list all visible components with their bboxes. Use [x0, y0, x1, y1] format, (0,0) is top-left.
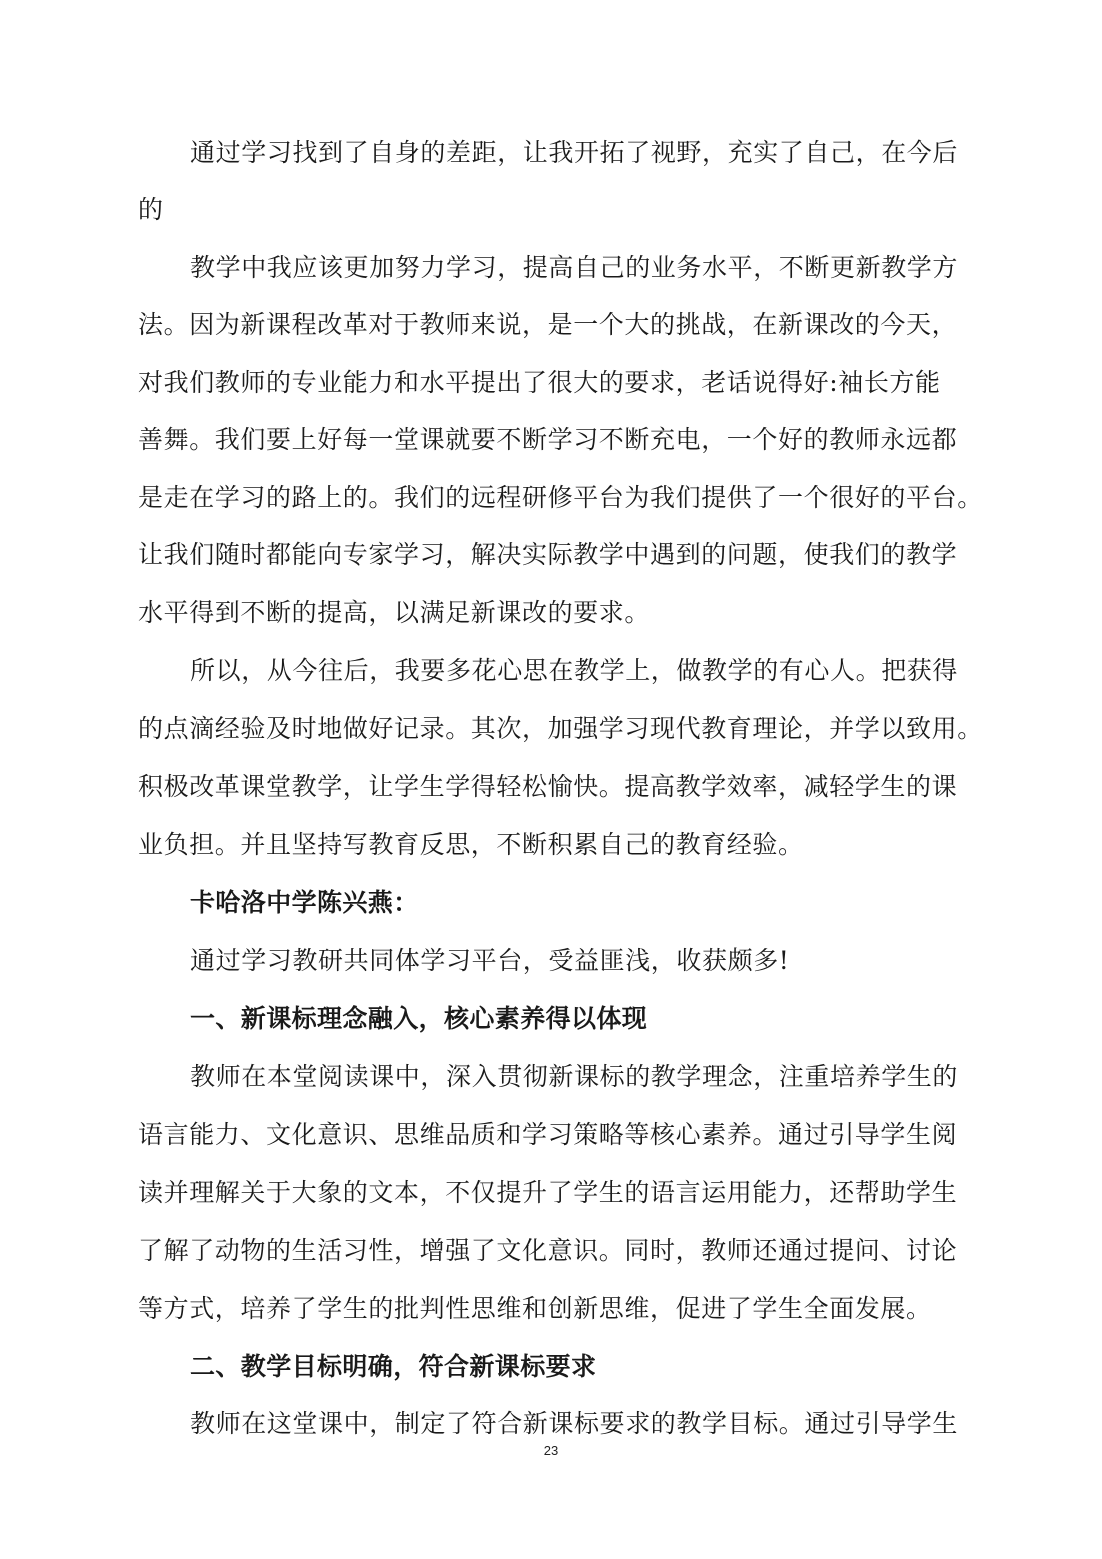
paragraph-line: 是走在学习的路上的。我们的远程研修平台为我们提供了一个很好的平台。 — [138, 483, 983, 512]
paragraph-line: 读并理解关于大象的文本，不仅提升了学生的语言运用能力，还帮助学生 — [138, 1178, 958, 1207]
paragraph-line: 教学中我应该更加努力学习，提高自己的业务水平，不断更新教学方 — [190, 253, 959, 282]
paragraph-line: 教师在这堂课中，制定了符合新课标要求的教学目标。通过引导学生 — [190, 1409, 959, 1438]
paragraph-line: 通过学习教研共同体学习平台，受益匪浅，收获颇多! — [190, 946, 790, 975]
paragraph-line: 了解了动物的生活习性，增强了文化意识。同时，教师还通过提问、讨论 — [138, 1236, 958, 1265]
paragraph-line: 的 — [138, 195, 164, 224]
paragraph-line: 法。因为新课程改革对于教师来说，是一个大的挑战，在新课改的今天， — [138, 310, 958, 339]
section-heading-1: 一、新课标理念融入，核心素养得以体现 — [190, 1004, 648, 1033]
paragraph-line: 业负担。并且坚持写教育反思，不断积累自己的教育经验。 — [138, 830, 804, 859]
paragraph-line: 的点滴经验及时地做好记录。其次，加强学习现代教育理论，并学以致用。 — [138, 714, 983, 743]
paragraph-line: 对我们教师的专业能力和水平提出了很大的要求，老话说得好:袖长方能 — [138, 368, 941, 397]
section-heading-2: 二、教学目标明确，符合新课标要求 — [190, 1352, 597, 1381]
author-heading: 卡哈洛中学陈兴燕： — [190, 888, 419, 917]
paragraph-line: 教师在本堂阅读课中，深入贯彻新课标的教学理念，注重培养学生的 — [190, 1062, 959, 1091]
paragraph-line: 所以，从今往后，我要多花心思在教学上，做教学的有心人。把获得 — [190, 656, 959, 685]
paragraph-line: 通过学习找到了自身的差距，让我开拓了视野，充实了自己，在今后 — [190, 138, 959, 167]
paragraph-line: 等方式，培养了学生的批判性思维和创新思维，促进了学生全面发展。 — [138, 1294, 932, 1323]
paragraph-line: 语言能力、文化意识、思维品质和学习策略等核心素养。通过引导学生阅 — [138, 1120, 958, 1149]
paragraph-line: 善舞。我们要上好每一堂课就要不断学习不断充电，一个好的教师永远都 — [138, 425, 958, 454]
paragraph-line: 积极改革课堂教学，让学生学得轻松愉快。提高教学效率，减轻学生的课 — [138, 772, 958, 801]
paragraph-line: 让我们随时都能向专家学习，解决实际教学中遇到的问题，使我们的教学 — [138, 540, 958, 569]
page-number: 23 — [543, 1443, 559, 1458]
paragraph-line: 水平得到不断的提高，以满足新课改的要求。 — [138, 598, 651, 627]
